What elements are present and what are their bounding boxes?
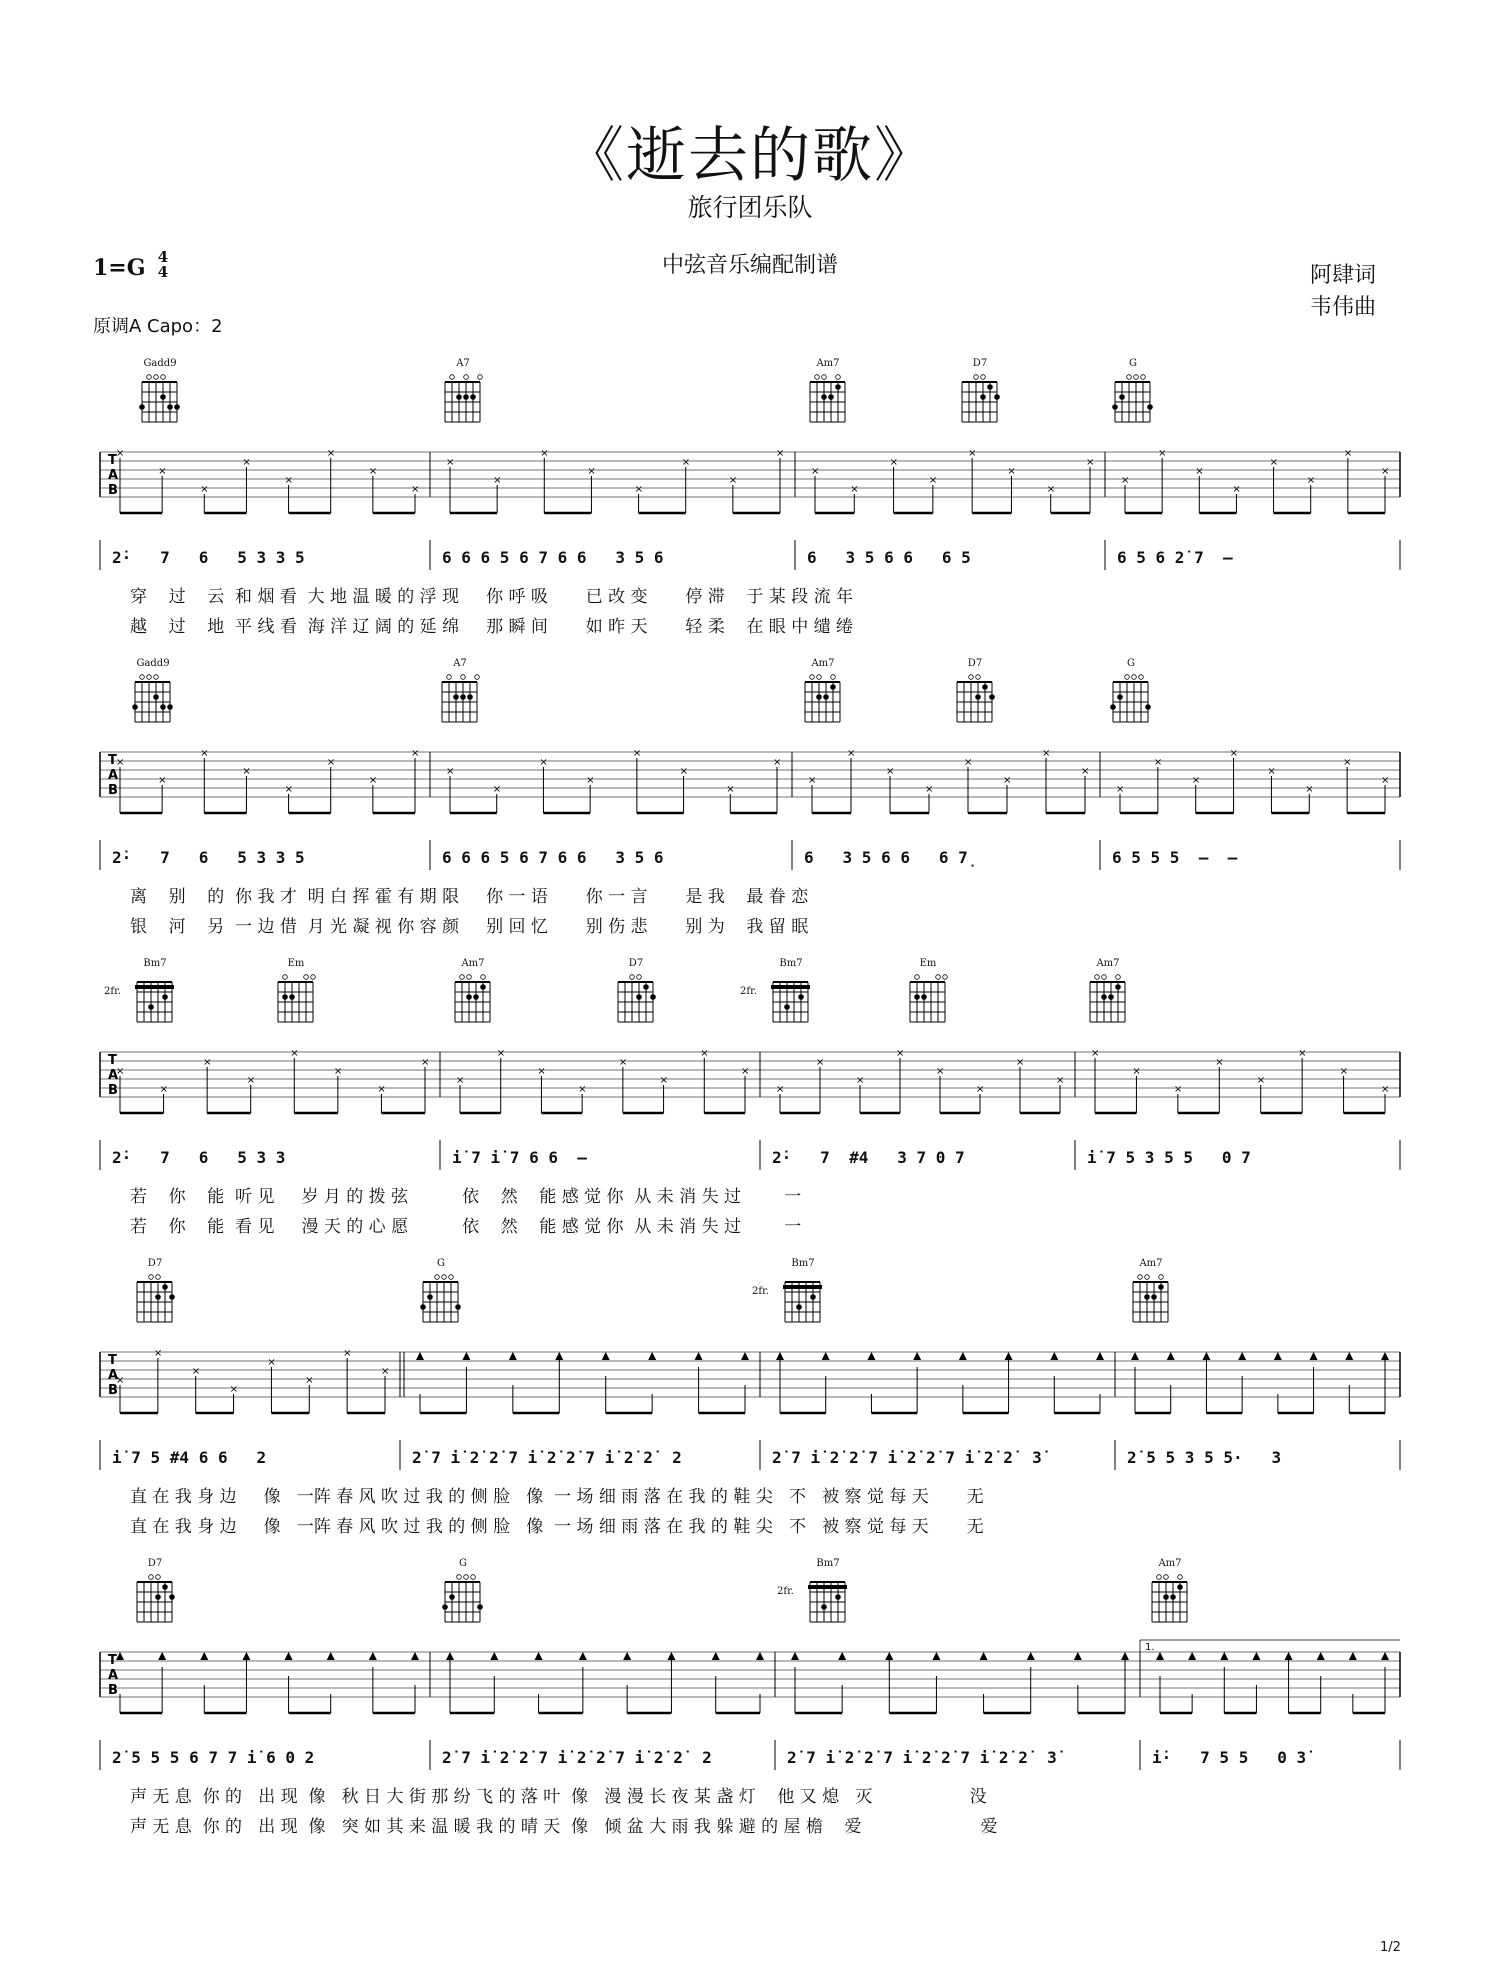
svg-text:×: × xyxy=(776,1084,785,1095)
chord-grid xyxy=(132,970,182,1030)
chord-name: Am7 xyxy=(816,358,840,369)
svg-text:×: × xyxy=(1305,784,1314,795)
chord-name: Em xyxy=(287,958,305,969)
tab-label-letter: B xyxy=(108,1383,118,1398)
svg-text:×: × xyxy=(305,1375,314,1386)
svg-text:×: × xyxy=(578,1084,587,1095)
svg-text:×: × xyxy=(681,457,691,468)
lyrics-verse-1: 声 无 息 你 的 出 现 像 秋 日 大 街 那 纷 飞 的 落 叶 像 漫 漫 长 夜 某 盏 灯 他 又 熄 灭 没 xyxy=(130,1787,987,1807)
svg-text:×: × xyxy=(1339,1066,1348,1077)
svg-text:×: × xyxy=(1381,466,1390,477)
svg-text:×: × xyxy=(659,1075,668,1086)
svg-text:×: × xyxy=(1116,784,1125,795)
tab-label-letter: B xyxy=(108,783,118,798)
svg-text:×: × xyxy=(968,448,977,459)
svg-text:×: × xyxy=(284,475,293,486)
svg-text:×: × xyxy=(886,766,895,777)
svg-text:×: × xyxy=(856,1075,865,1086)
lyrics-verse-2: 声 无 息 你 的 出 现 像 突 如 其 来 温 暖 我 的 晴 天 像 倾 盆 大 雨 我 躲 避 的 屋 檐 爱 爱 xyxy=(130,1817,998,1837)
measure-notes: i̇ 7 5 #4 6 6 2 xyxy=(112,1448,267,1467)
chord-name: G xyxy=(437,1258,445,1269)
artist-name: 旅行团乐队 xyxy=(687,193,813,222)
svg-text:×: × xyxy=(411,484,420,495)
score-row xyxy=(0,960,1500,1250)
score-row xyxy=(0,1260,1500,1550)
tab-label-letter: B xyxy=(108,1683,118,1698)
score-row xyxy=(0,660,1500,950)
chord-grid xyxy=(768,970,818,1030)
svg-text:×: × xyxy=(411,748,420,759)
time-sig-bottom: 4 xyxy=(157,263,169,281)
page-number: 1/2 xyxy=(1380,1940,1401,1955)
chord-grid xyxy=(780,1270,830,1330)
svg-text:×: × xyxy=(267,1357,276,1368)
svg-text:×: × xyxy=(1003,775,1012,786)
chord-grid xyxy=(130,670,180,730)
volta-bracket-label: 1. xyxy=(1145,1642,1155,1653)
chord-name: A7 xyxy=(456,358,470,369)
svg-text:×: × xyxy=(229,1384,238,1395)
svg-text:×: × xyxy=(377,1084,386,1095)
fret-label: 2fr. xyxy=(740,986,757,997)
measure-notes: i̇ 7 5 3 5 5 0 7 xyxy=(1087,1148,1251,1167)
chord-grid xyxy=(957,370,1007,430)
tab-label-letter: A xyxy=(108,1368,119,1383)
svg-text:×: × xyxy=(976,1084,985,1095)
chord-grid xyxy=(137,370,187,430)
chord-name: D7 xyxy=(972,358,988,369)
chord-grid xyxy=(1085,970,1135,1030)
svg-text:×: × xyxy=(1195,466,1204,477)
svg-text:×: × xyxy=(1267,766,1276,777)
chord-grid xyxy=(132,1570,182,1630)
svg-text:×: × xyxy=(1381,775,1390,786)
svg-text:×: × xyxy=(1381,1084,1390,1095)
svg-text:×: × xyxy=(1153,757,1163,768)
svg-text:×: × xyxy=(679,766,688,777)
tab-label-letter: B xyxy=(108,483,118,498)
tab-label-letter: T xyxy=(108,753,117,768)
svg-text:×: × xyxy=(381,1366,390,1377)
svg-text:×: × xyxy=(242,766,251,777)
svg-text:×: × xyxy=(896,1048,905,1059)
measure-notes: 2̇ 7 i̇ 2̇ 2̇ 7 i̇ 2̇ 2̇ 7 i̇ 2̇ 2̇ 3̇ xyxy=(787,1748,1057,1767)
svg-text:×: × xyxy=(1086,457,1095,468)
svg-text:×: × xyxy=(936,1066,945,1077)
chord-name: Am7 xyxy=(811,658,835,669)
measure-notes: 2̇· 7 6 5 3 3 xyxy=(112,1148,286,1167)
svg-text:×: × xyxy=(964,757,973,768)
svg-text:×: × xyxy=(808,775,817,786)
measure-notes: i̇· 7 5 5 0 3̇ xyxy=(1152,1748,1307,1767)
chord-name: Gadd9 xyxy=(136,658,170,669)
measure-notes: i̇ 7 i̇ 7 6 6 – xyxy=(452,1148,587,1167)
svg-text:×: × xyxy=(1232,484,1241,495)
svg-text:×: × xyxy=(1016,1057,1025,1068)
chord-name: Am7 xyxy=(1158,1558,1182,1569)
measure-notes: 2̇ 5 5 5 6 7 7 i̇ 6 0 2 xyxy=(112,1748,315,1767)
svg-text:×: × xyxy=(1007,466,1016,477)
svg-text:×: × xyxy=(632,748,642,759)
svg-text:×: × xyxy=(726,784,735,795)
svg-text:×: × xyxy=(493,475,502,486)
chord-grid xyxy=(132,1270,182,1330)
svg-text:×: × xyxy=(1121,475,1130,486)
chord-name: Am7 xyxy=(1096,958,1120,969)
svg-text:×: × xyxy=(811,466,820,477)
tab-label-letter: T xyxy=(108,1053,117,1068)
svg-text:×: × xyxy=(1343,448,1353,459)
chord-name: Am7 xyxy=(461,958,485,969)
svg-text:×: × xyxy=(1042,748,1051,759)
svg-text:×: × xyxy=(850,484,859,495)
measure-notes: 6 6 6 5 6 7 6 6 3 5 6 xyxy=(442,848,664,867)
svg-text:×: × xyxy=(492,784,502,795)
measure-notes: 6 5 5 5 – – xyxy=(1112,848,1238,867)
svg-text:×: × xyxy=(326,448,336,459)
lyrics-verse-2: 若 你 能 看 见 漫 天 的 心 愿 依 然 能 感 觉 你 从 未 消 失 过 一 xyxy=(130,1217,802,1237)
song-title: 《逝去的歌》 xyxy=(564,121,936,191)
chord-name: Bm7 xyxy=(791,1258,815,1269)
svg-text:×: × xyxy=(326,757,336,768)
svg-text:×: × xyxy=(116,757,125,768)
svg-text:×: × xyxy=(1229,748,1238,759)
svg-text:×: × xyxy=(540,448,549,459)
chord-name: D7 xyxy=(967,658,983,669)
chord-grid xyxy=(905,970,955,1030)
measure-notes: 2̇ 7 i̇ 2̇ 2̇ 7 i̇ 2̇ 2̇ 7 i̇ 2̇ 2̇ 2 xyxy=(412,1448,682,1467)
fret-label: 2fr. xyxy=(752,1286,769,1297)
svg-text:×: × xyxy=(618,1057,628,1068)
chord-name: Bm7 xyxy=(816,1558,840,1569)
svg-text:×: × xyxy=(889,457,898,468)
chord-name: G xyxy=(1127,658,1135,669)
chord-grid xyxy=(450,970,500,1030)
svg-text:×: × xyxy=(368,466,378,477)
svg-text:×: × xyxy=(158,466,167,477)
chord-grid xyxy=(952,670,1002,730)
svg-text:×: × xyxy=(333,1066,343,1077)
svg-text:×: × xyxy=(200,484,209,495)
chord-grid xyxy=(1147,1570,1197,1630)
lyrics-verse-2: 银 河 另 一 边 借 月 光 凝 视 你 容 颜 别 回 忆 别 伤 悲 别 为 我 留 眠 xyxy=(130,917,809,937)
svg-text:×: × xyxy=(586,775,595,786)
chord-grid xyxy=(805,1570,855,1630)
chord-grid xyxy=(437,670,487,730)
measure-notes: 2̇ 7 i̇ 2̇ 2̇ 7 i̇ 2̇ 2̇ 7 i̇ 2̇ 2̇ 2 xyxy=(442,1748,712,1767)
lyrics-verse-1: 穿 过 云 和 烟 看 大 地 温 暖 的 浮 现 你 呼 吸 已 改 变 停 滞 于 某 段 流 年 xyxy=(130,587,853,607)
lyrics-verse-2: 越 过 地 平 线 看 海 洋 辽 阔 的 延 绵 那 瞬 间 如 昨 天 轻 柔 在 眼 中 缱 绻 xyxy=(130,617,853,637)
tab-label-letter: T xyxy=(108,1653,117,1668)
svg-text:×: × xyxy=(925,784,934,795)
svg-text:×: × xyxy=(728,475,738,486)
chord-grid xyxy=(440,1570,490,1630)
chord-grid xyxy=(805,370,855,430)
svg-text:×: × xyxy=(203,1057,212,1068)
svg-text:×: × xyxy=(1269,457,1278,468)
chord-grid xyxy=(1108,670,1158,730)
svg-text:×: × xyxy=(246,1075,256,1086)
svg-text:×: × xyxy=(773,757,782,768)
svg-text:×: × xyxy=(446,766,455,777)
svg-text:×: × xyxy=(700,1048,709,1059)
measure-notes: 2̇ 7 i̇ 2̇ 2̇ 7 i̇ 2̇ 2̇ 7 i̇ 2̇ 2̇ 3̇ xyxy=(772,1448,1042,1467)
svg-text:×: × xyxy=(1091,1048,1100,1059)
svg-text:×: × xyxy=(116,1066,125,1077)
svg-text:×: × xyxy=(1343,757,1352,768)
chord-grid xyxy=(613,970,663,1030)
svg-text:×: × xyxy=(1173,1084,1183,1095)
score-row xyxy=(0,1560,1500,1850)
svg-text:×: × xyxy=(1158,448,1167,459)
chord-name: Em xyxy=(919,958,937,969)
measure-notes: 6 5 6 2̇ 7 – xyxy=(1117,548,1233,567)
chord-name: G xyxy=(1129,358,1137,369)
measure-notes: 2̇ 5 5 3 5 5· 3 xyxy=(1127,1448,1282,1467)
chord-grid xyxy=(800,670,850,730)
svg-text:×: × xyxy=(537,1066,546,1077)
measure-notes: 6 3 5 6 6 6 7̣ xyxy=(804,848,978,867)
arranger-credit: 中弦音乐编配制谱 xyxy=(661,253,838,278)
svg-text:×: × xyxy=(1081,766,1090,777)
chord-grid xyxy=(1110,370,1160,430)
chord-grid xyxy=(1128,1270,1178,1330)
svg-text:×: × xyxy=(1306,475,1316,486)
svg-text:×: × xyxy=(741,1066,750,1077)
fret-label: 2fr. xyxy=(777,1586,794,1597)
chord-name: A7 xyxy=(453,658,467,669)
svg-text:×: × xyxy=(153,1348,163,1359)
lyricist-credit: 阿肆词 xyxy=(1310,263,1377,288)
svg-text:×: × xyxy=(496,1048,506,1059)
lyrics-verse-2: 直 在 我 身 边 像 一阵 春 风 吹 过 我 的 侧 脸 像 一 场 细 雨 落 在 我 的 鞋 尖 不 被 察 觉 每 天 无 xyxy=(130,1517,984,1537)
lyrics-verse-1: 直 在 我 身 边 像 一阵 春 风 吹 过 我 的 侧 脸 像 一 场 细 雨 落 在 我 的 鞋 尖 不 被 察 觉 每 天 无 xyxy=(130,1487,984,1507)
chord-name: Am7 xyxy=(1139,1258,1163,1269)
svg-text:×: × xyxy=(159,1084,168,1095)
chord-name: G xyxy=(459,1558,467,1569)
svg-text:×: × xyxy=(116,1375,125,1386)
svg-text:×: × xyxy=(587,466,596,477)
svg-text:×: × xyxy=(1256,1075,1266,1086)
measure-notes: 6 6 6 5 6 7 6 6 3 5 6 xyxy=(442,548,664,567)
svg-text:×: × xyxy=(290,1048,299,1059)
tab-label-letter: A xyxy=(108,468,119,483)
svg-text:×: × xyxy=(1046,484,1056,495)
svg-text:×: × xyxy=(1191,775,1201,786)
svg-text:×: × xyxy=(456,1075,465,1086)
svg-text:×: × xyxy=(1056,1075,1065,1086)
svg-text:×: × xyxy=(368,775,378,786)
tab-label-letter: A xyxy=(108,1068,119,1083)
chord-grid xyxy=(273,970,323,1030)
svg-text:×: × xyxy=(634,484,643,495)
chord-grid xyxy=(418,1270,468,1330)
lyrics-verse-1: 若 你 能 听 见 岁 月 的 拨 弦 依 然 能 感 觉 你 从 未 消 失 过 一 xyxy=(130,1187,802,1207)
lyrics-verse-1: 离 别 的 你 我 才 明 白 挥 霍 有 期 限 你 一 语 你 一 言 是 我 最 眷 恋 xyxy=(130,887,809,907)
tab-label-letter: T xyxy=(108,1353,117,1368)
svg-text:×: × xyxy=(1298,1048,1307,1059)
svg-text:×: × xyxy=(421,1057,430,1068)
svg-text:×: × xyxy=(1132,1066,1141,1077)
score-row xyxy=(0,360,1500,650)
tab-label-letter: A xyxy=(108,768,119,783)
svg-text:×: × xyxy=(847,748,856,759)
measure-notes: 2̇· 7 #4 3 7 0 7 xyxy=(772,1148,965,1167)
chord-name: Bm7 xyxy=(143,958,167,969)
chord-grid xyxy=(440,370,490,430)
tab-label-letter: T xyxy=(108,453,117,468)
svg-text:×: × xyxy=(242,457,251,468)
chord-name: Gadd9 xyxy=(143,358,177,369)
measure-notes: 2̇· 7 6 5 3 3 5 xyxy=(112,848,305,867)
svg-text:×: × xyxy=(158,775,167,786)
measure-notes: 2̇· 7 6 5 3 3 5 xyxy=(112,548,305,567)
svg-text:×: × xyxy=(284,784,293,795)
time-sig-top: 4 xyxy=(157,248,169,266)
chord-name: D7 xyxy=(147,1258,163,1269)
chord-name: Bm7 xyxy=(779,958,803,969)
fret-label: 2fr. xyxy=(104,986,121,997)
chord-name: D7 xyxy=(147,1558,163,1569)
svg-text:×: × xyxy=(816,1057,825,1068)
composer-credit: 韦伟曲 xyxy=(1310,295,1377,320)
svg-text:×: × xyxy=(116,448,125,459)
tab-label-letter: B xyxy=(108,1083,118,1098)
svg-text:×: × xyxy=(200,748,209,759)
svg-text:×: × xyxy=(446,457,455,468)
key-signature: 1=G xyxy=(93,255,146,281)
svg-text:×: × xyxy=(539,757,548,768)
chord-name: D7 xyxy=(628,958,644,969)
svg-text:×: × xyxy=(1215,1057,1224,1068)
tab-label-letter: A xyxy=(108,1668,119,1683)
svg-text:×: × xyxy=(928,475,938,486)
capo-info: 原调A Capo：2 xyxy=(93,316,223,337)
svg-text:×: × xyxy=(776,448,785,459)
svg-text:×: × xyxy=(191,1366,201,1377)
measure-notes: 6 3 5 6 6 6 5 xyxy=(807,548,971,567)
svg-text:×: × xyxy=(343,1348,352,1359)
